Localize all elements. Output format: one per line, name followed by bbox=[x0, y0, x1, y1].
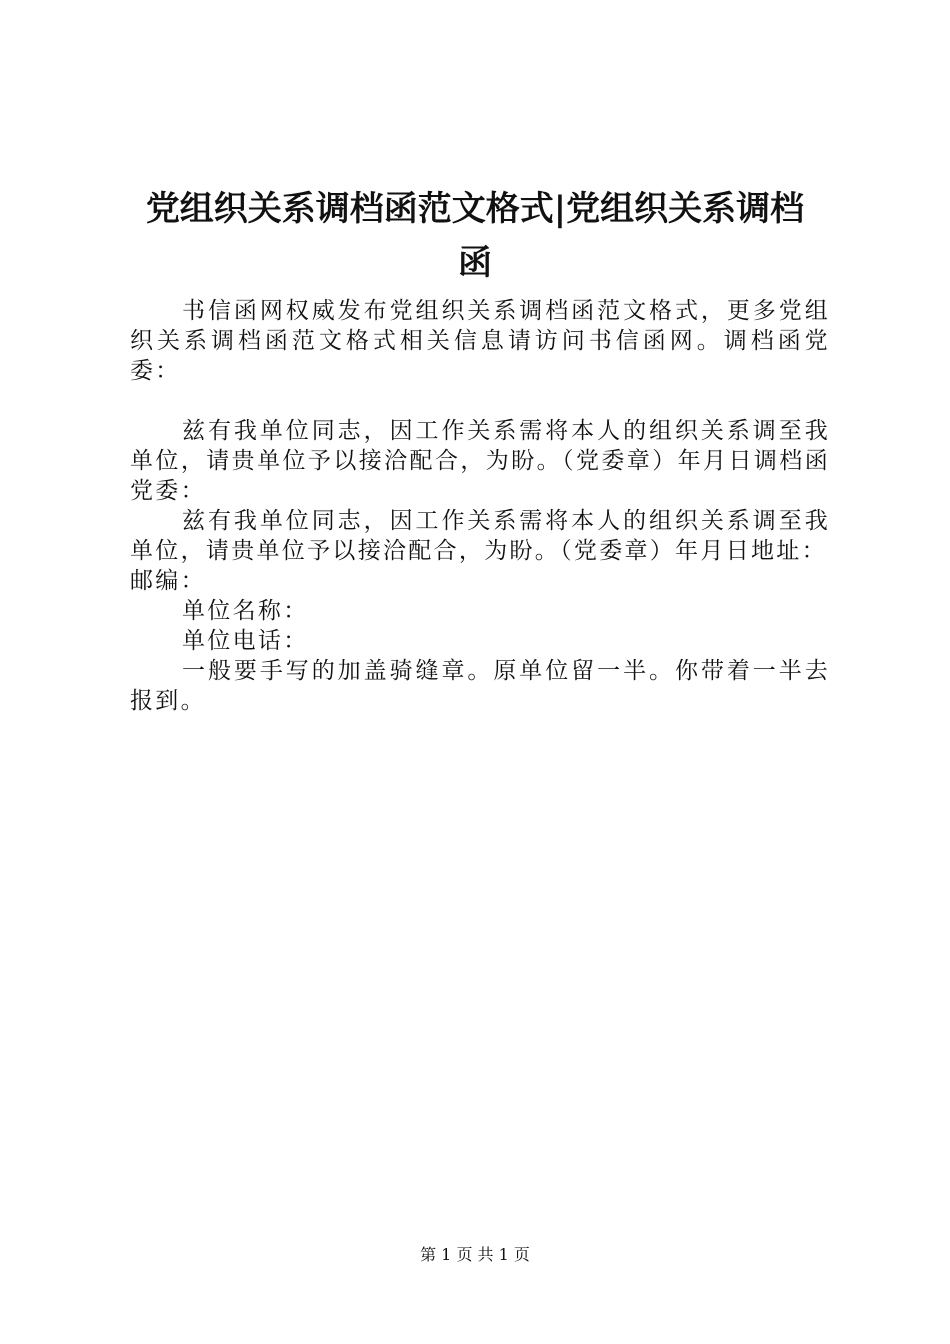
paragraph-letter-1: 兹有我单位同志，因工作关系需将本人的组织关系调至我单位，请贵单位予以接洽配合，为盼。（党委章）年月日调档函党委： bbox=[130, 418, 830, 504]
paragraph-unit-name: 单位名称： bbox=[182, 598, 309, 624]
paragraph-letter-2: 兹有我单位同志，因工作关系需将本人的组织关系调至我单位，请贵单位予以接洽配合，为盼。（党委章）年月日地址： bbox=[130, 508, 830, 564]
page-footer: 第 1 页 共 1 页 bbox=[420, 1245, 530, 1264]
document-title bbox=[120, 182, 830, 290]
paragraph-intro: 书信函网权威发布党组织关系调档函范文格式，更多党组织关系调档函范文格式相关信息请访问书信函网。调档函党委： bbox=[130, 298, 830, 384]
paragraph-note: 一般要手写的加盖骑缝章。原单位留一半。你带着一半去报到。 bbox=[130, 658, 830, 714]
title-line-1: 党组织关系调档函范文格式|党组织关系调档 bbox=[145, 189, 805, 229]
title-line-2: 函 bbox=[458, 243, 492, 283]
paragraph-postcode: 邮编： bbox=[130, 568, 206, 594]
paragraph-gap bbox=[130, 386, 830, 416]
document-body bbox=[130, 296, 830, 716]
paragraph-unit-phone: 单位电话： bbox=[182, 628, 309, 654]
